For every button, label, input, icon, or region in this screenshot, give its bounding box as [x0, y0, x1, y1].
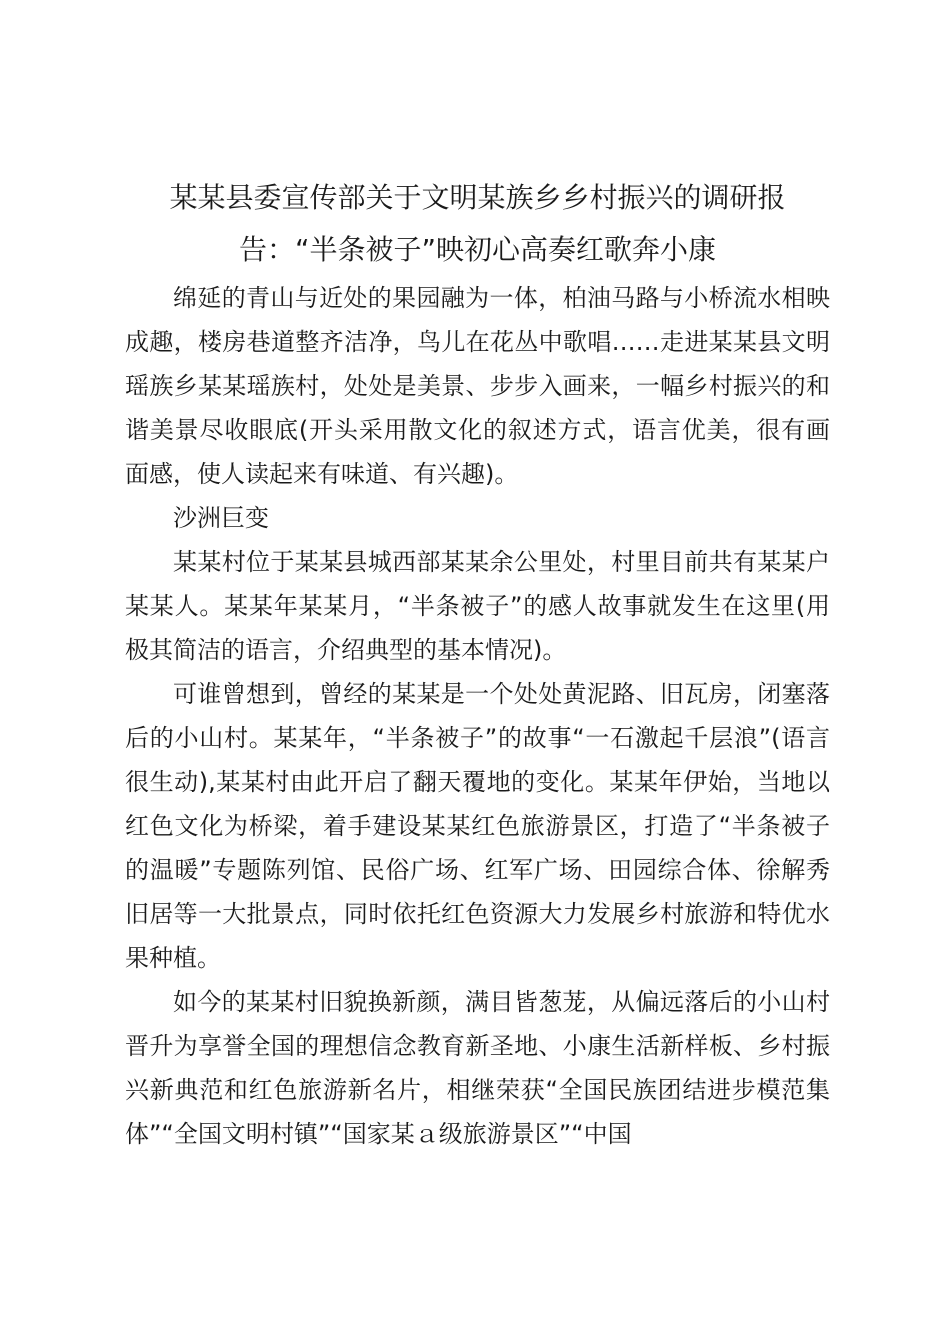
document-page [125, 172, 830, 1156]
paragraph-intro: 绵延的青山与近处的果园融为一体，柏油马路与小桥流水相映成趣，楼房巷道整齐洁净，鸟儿在花丛中歌唱……走进某某县文明瑶族乡某某瑶族村，处处是美景、步步入画来，一幅乡村振兴的和谐美景尽收眼底(开头采用散文化的叙述方式，语言优美，很有画面感，使人读起来有味道、有兴趣)。 [125, 284, 830, 488]
paragraph-background: 某某村位于某某县城西部某某余公里处，村里目前共有某某户某某人。某某年某某月，“半条被子”的感人故事就发生在这里(用极其简洁的语言，介绍典型的基本情况)。 [125, 548, 830, 664]
section-heading: 沙洲巨变 [173, 504, 269, 532]
paragraph-change: 可谁曾想到，曾经的某某是一个处处黄泥路、旧瓦房，闭塞落后的小山村。某某年，“半条被子”的故事“一石激起千层浪”(语言很生动),某某村由此开启了翻天覆地的变化。某某年伊始，当地以红色文化为桥梁，着手建设某某红色旅游景区，打造了“半条被子的温暖”专题陈列馆、民俗广场、红军广场、田园综合体、徐解秀旧居等一大批景点，同时依托红色资源大力发展乡村旅游和特优水果种植。 [125, 680, 830, 972]
paragraph-today: 如今的某某村旧貌换新颜，满目皆葱茏，从偏远落后的小山村晋升为享誉全国的理想信念教育新圣地、小康生活新样板、乡村振兴新典范和红色旅游新名片，相继荣获“全国民族团结进步模范集体”“全国文明村镇”“国家某ａ级旅游景区”“中国 [125, 988, 830, 1148]
document-title: 某某县委宣传部关于文明某族乡乡村振兴的调研报告：“半条被子”映初心高奏红歌奔小康 [169, 181, 786, 266]
